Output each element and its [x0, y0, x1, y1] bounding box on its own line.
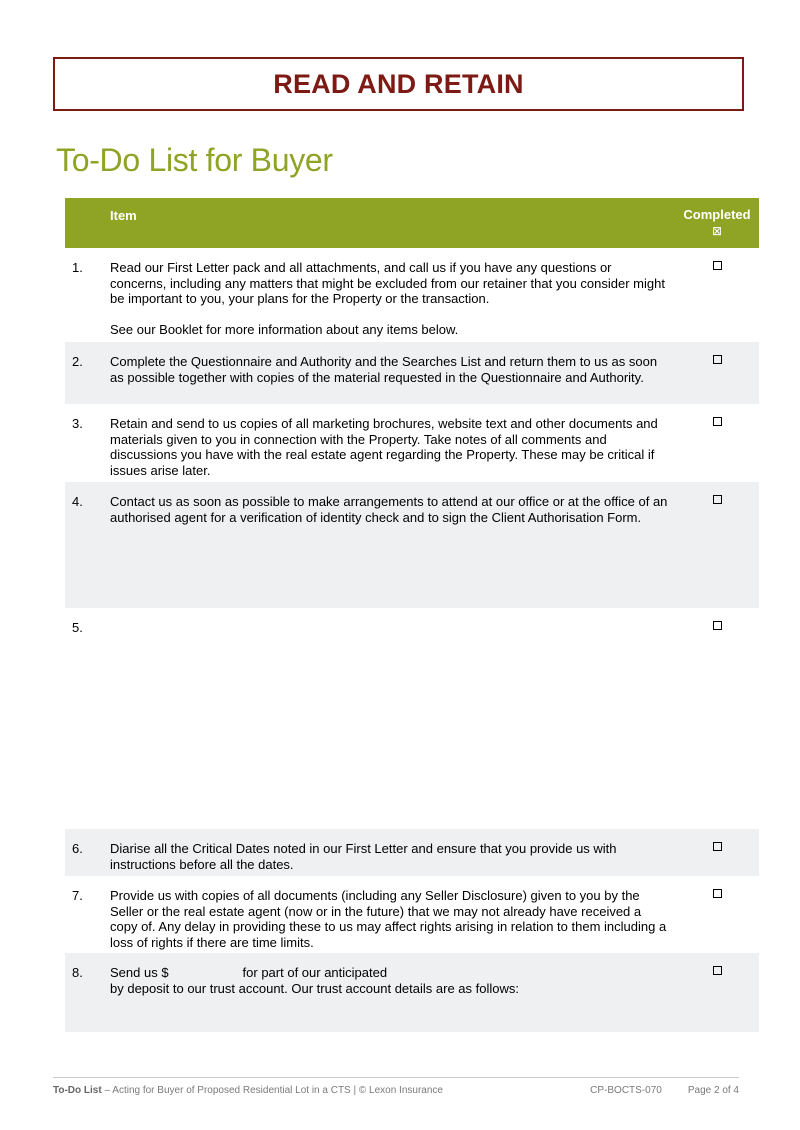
- table-row: [65, 482, 759, 608]
- row-number: 6.: [72, 841, 83, 856]
- table-row: [65, 829, 759, 876]
- row-text: Retain and send to us copies of all marketing brochures, website text and other documents and materials given to you in connection with the Property. Take notes of all comments and discussions you have with the real estate agent regarding the Property. These may be critical if issues arise later.: [110, 416, 658, 478]
- row-text-part: for part of our anticipated: [242, 965, 388, 980]
- footer-description: – Acting for Buyer of Proposed Residential Lot in a CTS | © Lexon Insurance: [101, 1085, 443, 1096]
- table-row: [65, 608, 759, 829]
- table-row: [65, 953, 759, 1032]
- table-row: [65, 404, 759, 482]
- completed-checkbox[interactable]: [713, 355, 722, 364]
- completed-checkbox[interactable]: [713, 495, 722, 504]
- table-header: [65, 198, 759, 248]
- table-row: [65, 248, 759, 342]
- row-number: 8.: [72, 965, 83, 980]
- row-number: 7.: [72, 888, 83, 903]
- row-text-deposit: by deposit to our trust account. Our trust account details are as follows:: [110, 980, 519, 996]
- row-text-send: Send us $: [110, 965, 169, 980]
- todo-table: [65, 198, 759, 1032]
- row-text: Provide us with copies of all documents (including any Seller Disclosure) given to you by the Seller or the real estate agent (now or in the future) that we may not already have received a copy of. Any delay in providing these to us may affect rights arising in relation to them including a loss of rights if there are time limits.: [110, 888, 667, 950]
- table-row: [65, 876, 759, 953]
- page-footer: [53, 1077, 739, 1096]
- page-title: To-Do List for Buyer: [56, 142, 333, 178]
- completed-checkbox[interactable]: [713, 261, 722, 270]
- footer-right: [590, 1085, 739, 1096]
- row-text: Complete the Questionnaire and Authority and the Searches List and return them to us as soon as possible together with copies of the material requested in the Questionnaire and Authority.: [110, 354, 658, 385]
- row-number: 4.: [72, 494, 83, 509]
- row-text: Contact us as soon as possible to make arrangements to attend at our office or at the office of an authorised agent for a verification of identity check and to sign the Client Authorisation Form.: [110, 494, 668, 525]
- banner-text: READ AND RETAIN: [273, 68, 524, 99]
- header-checkbox-icon: ⊠: [711, 224, 723, 238]
- footer-page-number: Page 2 of 4: [687, 1085, 739, 1096]
- row-text: [110, 260, 670, 337]
- row-text-note: See our Booklet for more information about any items below.: [110, 321, 459, 337]
- completed-checkbox[interactable]: [713, 889, 722, 898]
- completed-checkbox[interactable]: [713, 842, 722, 851]
- row-number: 2.: [72, 354, 83, 369]
- completed-checkbox[interactable]: [713, 966, 722, 975]
- header-completed-label: Completed: [683, 207, 751, 222]
- header-item: Item: [110, 208, 137, 223]
- completed-checkbox[interactable]: [713, 621, 722, 630]
- row-text: Diarise all the Critical Dates noted in our First Letter and ensure that you provide us with instructions before all the dates.: [110, 841, 617, 872]
- completed-checkbox[interactable]: [713, 417, 722, 426]
- header-completed: [675, 198, 759, 248]
- row-text: [110, 965, 670, 996]
- read-and-retain-banner: [53, 57, 744, 111]
- footer-doc-title: To-Do List: [53, 1085, 102, 1096]
- row-number: 5.: [72, 620, 83, 635]
- row-text-main: Read our First Letter pack and all attachments, and call us if you have any questions or concerns, including any matters that might be excluded from our retainer that you consider might be important to you, your plans for the Property or the transaction.: [110, 260, 665, 306]
- row-number: 3.: [72, 416, 83, 431]
- footer-code: CP-BOCTS-070: [590, 1085, 662, 1096]
- table-row: [65, 342, 759, 404]
- row-number: 1.: [72, 260, 83, 275]
